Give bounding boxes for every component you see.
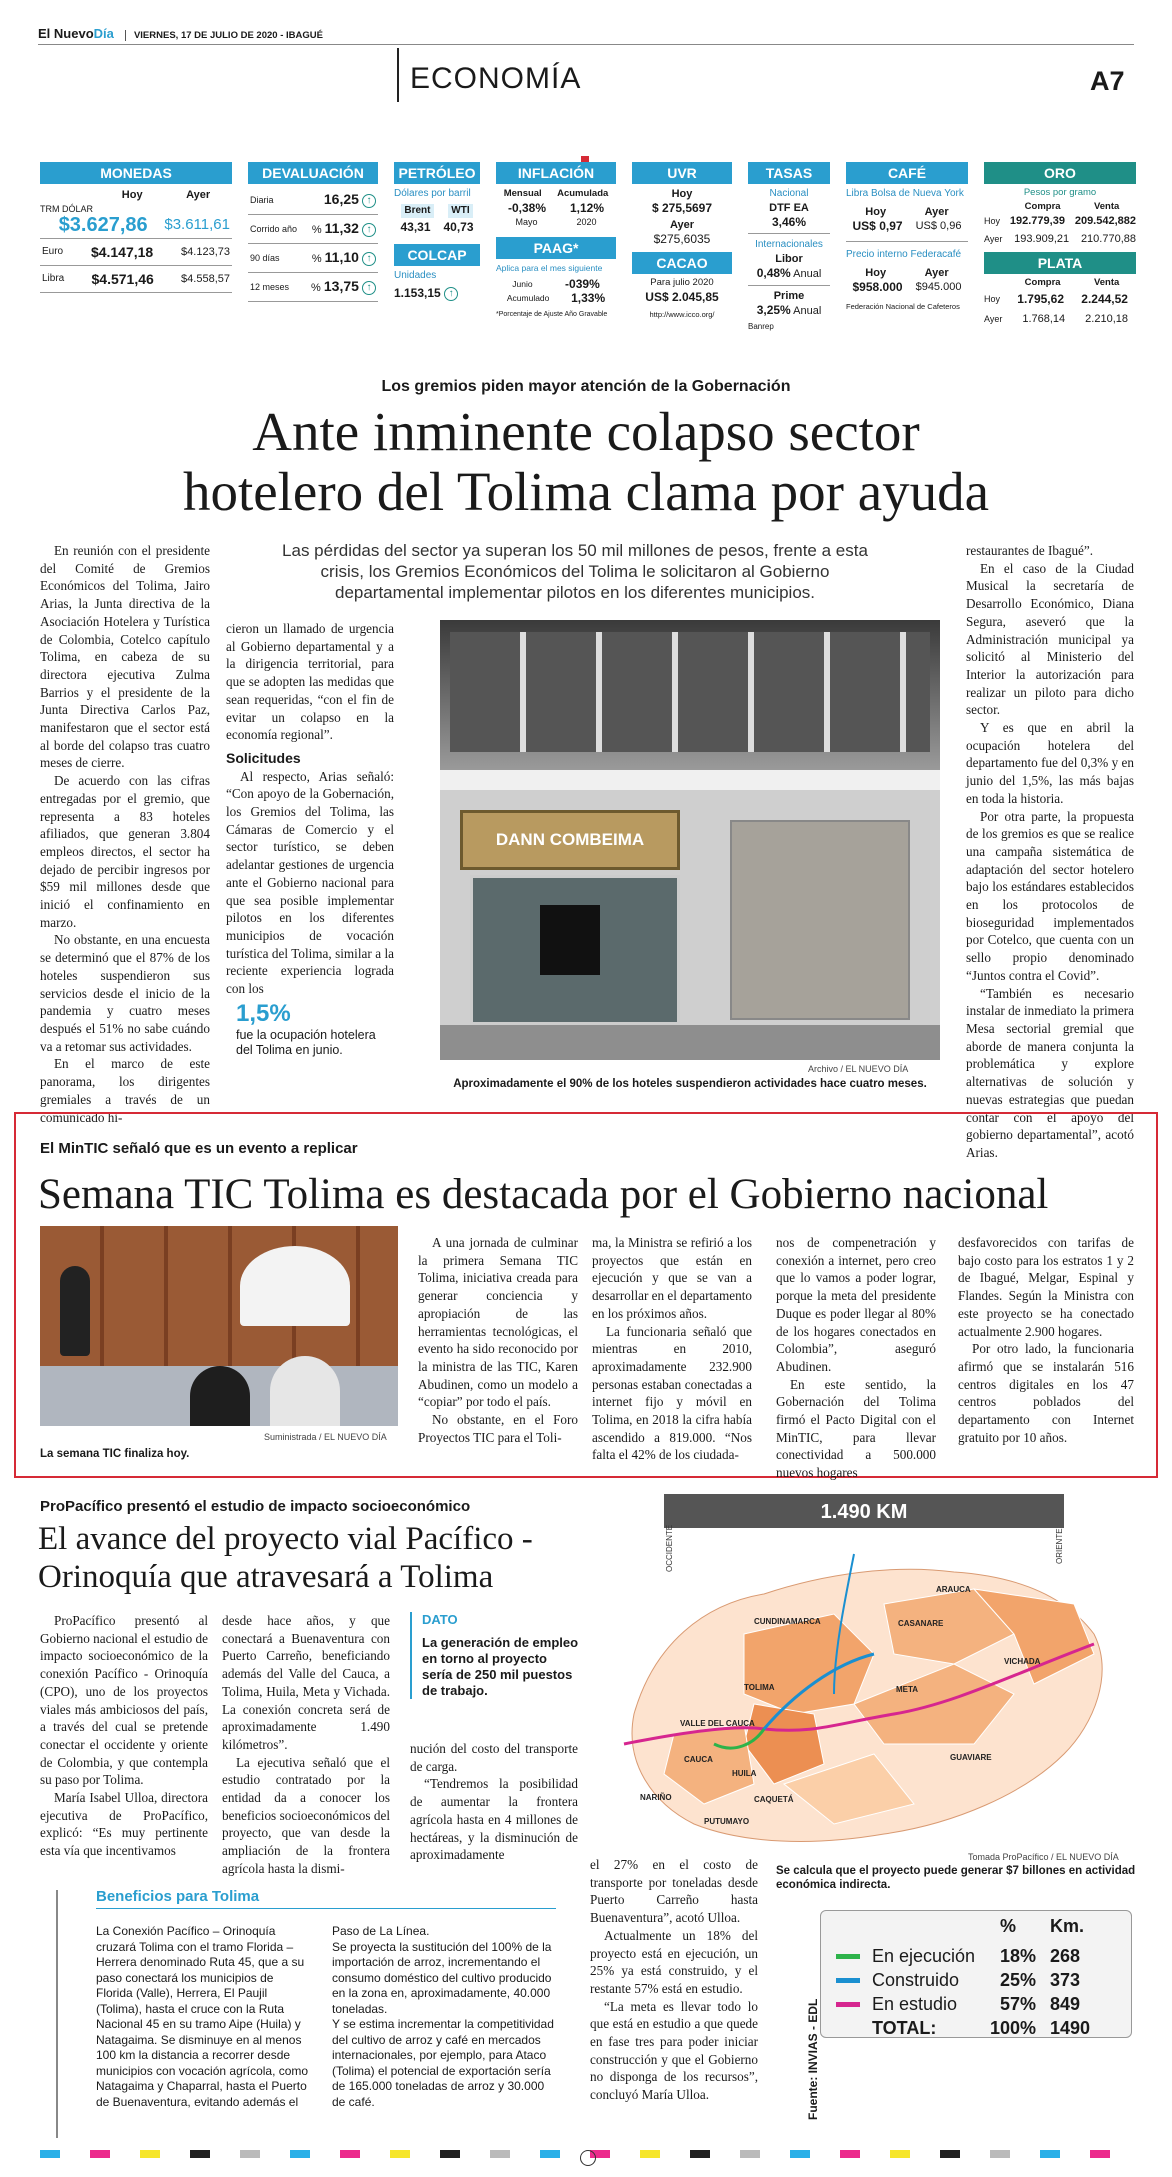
colorbar-swatch bbox=[190, 2150, 210, 2158]
a1-col1: En reunión con el presidente del Comité de Gremios Económicos del Tolima, Jairo Arias, la Junta directiva de la Asociación Hotelera y Turística de Colombia, Cotelco capítulo Tolima, en cabeza de su directora ejecutiva Zulma Barrios y el presidente de la Junta Directiva Carlos Paz, manifestaron que el sector está al borde del colapso tras cuatro meses de cierre. De acuerdo con las cifras entregadas por el gremio, que representa a 83 hoteles afiliados, que generan 3.804 empleos directos, el sector ha dejado de percibir ingresos por $59 mil millones desde que inició el confinamiento en marzo. No obstante, en una encuesta se determinó que el 87% de los hoteles suspendieron sus servicios desde el inicio de la pandemia y cuatro meses después el 51% no sabe cuándo va a retomar sus actividades. En el marco de este panorama, los dirigentes gremiales a través de un comunicado hi- bbox=[40, 543, 210, 1125]
map-label-huila: HUILA bbox=[732, 1769, 757, 1778]
a1-stat: 1,5% fue la ocupación hotelera del Tolima en junio. bbox=[236, 1000, 376, 1057]
map-label-cundinamarca: CUNDINAMARCA bbox=[754, 1617, 821, 1626]
colorbar-swatch bbox=[840, 2150, 860, 2158]
map-svg bbox=[594, 1494, 1140, 1874]
market-tasas: TASAS Nacional DTF EA 3,46% Internacionales Libor 0,48% Anual Prime 3,25% Anual Banrep bbox=[748, 162, 830, 334]
benefits-col2: Paso de La Línea. Se proyecta la sustitución del 100% de la importación de arroz, incrementando el consumo doméstico del cultivo producido en la zona en, aproximadamente, 40.000 toneladas. Y se estima incrementar la competitividad del cultivo de arroz y café en mercados internacionales, por ejemplo, para Ataco (Tolima) el potencial de exportación sería de 165.000 toneladas de arroz y 30.000 de café. bbox=[332, 1924, 554, 2109]
route-map bbox=[594, 1494, 1140, 1874]
colorbar-swatch bbox=[1040, 2150, 1060, 2158]
table-total-pct: 100% bbox=[990, 2018, 1037, 2038]
colorbar-swatch bbox=[440, 2150, 460, 2158]
mintic-photo-caption: La semana TIC finaliza hoy. bbox=[40, 1448, 190, 1460]
table-km: 268 bbox=[1050, 1946, 1081, 1966]
masthead bbox=[38, 26, 1138, 42]
legend-swatch bbox=[836, 1954, 860, 1959]
a2-headline: Semana TIC Tolima es destacada por el Gobierno nacional bbox=[38, 1171, 1049, 1218]
colorbar-swatch bbox=[640, 2150, 660, 2158]
a3-dato: DATO La generación de empleo en torno al proyecto sería de 250 mil puestos de trabajo. bbox=[410, 1612, 580, 1699]
colorbar-swatch bbox=[90, 2150, 110, 2158]
colorbar-swatch bbox=[790, 2150, 810, 2158]
hotel-sign: DANN COMBEIMA bbox=[495, 830, 645, 849]
colorbar-swatch bbox=[140, 2150, 160, 2158]
colorbar-swatch bbox=[40, 2150, 60, 2158]
market-oro: ORO Pesos por gramo Compra Venta Hoy 192.779,39 209.542,882 Ayer 193.909,21 210.770,88 PLATA Compra Venta Hoy 1.795,62 2.244,52 Ayer 1.768,14 2.210,18 bbox=[984, 162, 1136, 326]
map-label-valle: VALLE DEL CAUCA bbox=[680, 1719, 755, 1728]
hotel-photo bbox=[440, 620, 940, 1060]
a1-kicker: Los gremios piden mayor atención de la Gobernación bbox=[381, 378, 791, 395]
a1-col4: restaurantes de Ibagué”. En el caso de la Ciudad Musical la secretaría de Desarrollo Económico, Diana Segura, aseveró que la Administración municipal ya solicitó al Ministerio del Interior la autorización para realizar un piloto para dicho sector. Y es que en abril la ocupación hotelera del departamento fue del 0,3% y en junio del 1,5%, las más bajas en toda la historia. Por otra parte, la propuesta de los gremios es que se realice una campaña sistemática de adaptación del sector hotelero bajo los estándares establecidos en los protocolos de bioseguridad implementados por Cotelco, que cuenta con un sello propio denominado “Juntos contra el Covid”. “También es necesario instalar de inmediato la primera Mesa sectorial gremial que aborde de manera conjunta la problemática y explore alternativas de solución y nuevas estrategias que puedan contar con el apoyo del gobierno departamental”, acotó Arias. bbox=[966, 543, 1134, 1160]
table-head-pct: % bbox=[1000, 1916, 1017, 1936]
colorbar-swatch bbox=[340, 2150, 360, 2158]
map-label-tolima: TOLIMA bbox=[744, 1683, 775, 1692]
a1-lead: Las pérdidas del sector ya superan los 50 mil millones de pesos, frente a esta crisis, los Gremios Económicos del Tolima le solicitaron al Gobierno departamental implementar pilotos en los diferentes municipios. bbox=[282, 541, 868, 602]
table-label: Construido bbox=[872, 1970, 960, 1990]
map-label-vichada: VICHADA bbox=[1004, 1657, 1041, 1666]
legend-swatch bbox=[836, 2002, 860, 2007]
a2-col3: nos de compenetración y conexión a internet, pero creo que lo vamos a poder lograr, porque la meta del presidente Duque es poder llegar al 80% de los hogares conectados en Colombia”, aseguró Abudinen. En este sentido, la Gobernación del Tolima firmó el Pacto Digital con el MinTIC, para llevar conectividad a 500.000 nuevos hogares bbox=[776, 1235, 936, 1481]
oriente-label: ORIENTE bbox=[1055, 1528, 1064, 1564]
a3-col2: desde hace años, y que conectará a Buenaventura con Puerto Carreño, beneficiando además del Valle del Cauca, a Tolima, Huila, Meta y Vichada. La conexión concreta será de aproximadamente 1.490 kilómetros”. La ejecutiva señaló que el estudio contratado por la entidad da a conocer los beneficios socioeconómicos del proyecto, que van desde la ampliación de la frontera agrícola hasta la dismi- bbox=[222, 1613, 390, 1876]
market-uvr: UVR Hoy $ 275,5697 Ayer $275,6035 CACAO Para julio 2020 US$ 2.045,85 http://www.icco.org/ bbox=[632, 162, 732, 322]
map-label-meta: META bbox=[896, 1685, 919, 1694]
colorbar-swatch bbox=[490, 2150, 510, 2158]
mintic-photo-credit: Suministrada / EL NUEVO DÍA bbox=[264, 1432, 387, 1442]
hotel-photo-caption: Aproximadamente el 90% de los hoteles suspendieron actividades hace cuatro meses. bbox=[453, 1078, 927, 1090]
colorbar-swatch bbox=[1090, 2150, 1110, 2158]
colorbar-swatch bbox=[740, 2150, 760, 2158]
map-label-cauca: CAUCA bbox=[684, 1755, 713, 1764]
section-bar bbox=[397, 48, 399, 102]
colorbar-swatch bbox=[690, 2150, 710, 2158]
a3-headline: El avance del proyecto vial Pacífico - Orinoquía que atravesará a Tolima bbox=[38, 1521, 533, 1595]
market-devaluacion: DEVALUACIÓN Diaria 16,25 ↑ Corrido año % 11,32 ↑ 90 días % 11,10 ↑ 12 meses % 13,75 ↑ bbox=[248, 162, 378, 302]
mintic-photo bbox=[40, 1226, 398, 1426]
a3-col1: ProPacífico presentó al Gobierno nacional el estudio de impacto socioeconómico de la conexión Pacífico - Orinoquía (CPO), uno de los proyectos viales más ambiciosos del país, a través del cual se pretende conectar el occidente y oriente de Colombia, y que contempla su paso por Tolima. María Isabel Ulloa, directora ejecutiva de ProPacífico, explicó: “Es muy pertinente esta vía que incentivamos bbox=[40, 1613, 208, 1859]
benefits-title: Beneficios para Tolima bbox=[96, 1888, 556, 1909]
legend-swatch bbox=[836, 1978, 860, 1983]
colorbar-swatch bbox=[540, 2150, 560, 2158]
table-pct: 18% bbox=[1000, 1946, 1037, 1966]
a2-col2: ma, la Ministra se refirió a los proyectos que están en ejecución y que se van a desarrollar en el departamento en los próximos años. La funcionaria señaló que mientras en 2010, aproximadamente 232.900 personas estaban conectadas a internet fijo y móvil en Tolima, en 2018 la cifra había ascendido a 819.000. “Nos falta el 42% de los ciudada- bbox=[592, 1235, 753, 1463]
colorbar-swatch bbox=[890, 2150, 910, 2158]
occidente-label: OCCIDENTE bbox=[665, 1524, 674, 1572]
market-cafe: CAFÉ Libra Bolsa de Nueva York Hoy Ayer US$ 0,97 US$ 0,96 Precio interno Federacafé Hoy Ayer $958.000 $945.000 Federación Nacional de Cafeteros bbox=[846, 162, 968, 314]
market-monedas: MONEDAS Hoy Ayer TRM DÓLAR $3.627,86 $3.611,61 Euro $4.147,18 $4.123,73 Libra $4.571,46 $4.558,57 bbox=[40, 162, 232, 293]
masthead-rule bbox=[38, 44, 1134, 45]
hotel-photo-credit: Archivo / EL NUEVO DÍA bbox=[808, 1064, 909, 1074]
colorbar-swatch bbox=[240, 2150, 260, 2158]
map-label-casanare: CASANARE bbox=[898, 1619, 944, 1628]
colorbar-swatch bbox=[390, 2150, 410, 2158]
map-caption: Se calcula que el proyecto puede generar $7 billones en actividad económica indirecta. bbox=[776, 1865, 1136, 1891]
market-inflacion: INFLACIÓN Mensual Acumulada -0,38% 1,12% Mayo 2020 PAAG* Aplica para el mes siguiente Junio -039% Acumulado 1,33% *Porcentaje de Ajuste Año Gravable bbox=[496, 162, 616, 322]
table-km: 849 bbox=[1050, 1994, 1081, 2014]
map-label-guaviare: GUAVIARE bbox=[950, 1753, 992, 1762]
table-total-km: 1490 bbox=[1050, 2018, 1091, 2038]
map-label-caqueta: CAQUETÁ bbox=[754, 1795, 794, 1804]
a1-col2: cieron un llamado de urgencia al Gobierno departamental y a la dirigencia territorial, para que se adopten las medidas que sean requeridas, “con el fin de evitar un colapso en la economía regional”. Solicitudes Al respecto, Arias señaló: “Con apoyo de la Gobernación, los Gremios del Tolima, las Cámaras de Comercio y el sector turístico, se deben adelantar gestiones de urgencia ante el Gobierno nacional para que sea posible implementar pilotos en los diferentes municipios de vocación turística del Tolima, similar a la reciente experiencia lograda con los bbox=[226, 621, 394, 997]
map-label-arauca: ARAUCA bbox=[936, 1585, 971, 1594]
table-pct: 25% bbox=[1000, 1970, 1037, 1990]
benefits-col1: La Conexión Pacífico – Orinoquía cruzará Tolima con el tramo Florida – Herrera denominado Ruta 45, que a su paso conectará los municipios de Florida (Valle), Herrera, El Paujil (Tolima), hasta el cruce con la Ruta Nacional 45 en su tramo Aipe (Huila) y Natagaima. Se disminuye en al menos 100 km la distancia a recorrer desde municipios con vocación agrícola, como Natagaima y Chaparral, hasta el Puerto de Buenaventura, evitando además el bbox=[96, 1924, 309, 2109]
issue-date: VIERNES, 17 DE JULIO DE 2020 - IBAGUÉ bbox=[125, 30, 323, 41]
table-total-label: TOTAL: bbox=[872, 2018, 937, 2038]
a2-col4: desfavorecidos con tarifas de bajo costo para los estratos 1 y 2 de Ibagué, Melgar, Espinal y Flandes. Según la Ministra con este proyecto se ha conectado actualmente 2.900 hogares. Por otro lado, la funcionaria afirmó que se instalarán 516 centros digitales en los 47 centros poblados del departamento con Internet gratuito por 10 años. bbox=[958, 1235, 1134, 1445]
table-source: Fuente: INVIAS - EDL bbox=[806, 1998, 820, 2120]
a3-col5: el 27% en el costo de transporte por toneladas desde Puerto Carreño hasta Buenaventura”, acotó Ulloa. Actualmente un 18% del proyecto está en ejecución, un 25% ya está construido, y el restante 57% está en estudio. “La meta es llevar todo lo que está en estudio a que quede en fase tres para poder iniciar construcción y que el Gobierno no disponga de los recursos”, concluyó María Ulloa. bbox=[590, 1857, 758, 2103]
map-label-narino: NARIÑO bbox=[640, 1793, 672, 1802]
market-petroleo: PETRÓLEO Dólares por barril Brent WTI 43,31 40,73 COLCAP Unidades 1.153,15 ↑ bbox=[394, 162, 480, 301]
registration-mark bbox=[580, 2150, 596, 2166]
logo: El NuevoDía bbox=[38, 26, 114, 41]
colorbar-swatch bbox=[940, 2150, 960, 2158]
table-label: En estudio bbox=[872, 1994, 958, 2014]
colorbar-swatch bbox=[990, 2150, 1010, 2158]
a2-kicker: El MinTIC señaló que es un evento a replicar bbox=[40, 1140, 358, 1157]
section-title: ECONOMÍA bbox=[410, 62, 582, 95]
a3-col3: nución del costo del transporte de carga. “Tendremos la posibilidad de aumentar la frontera agrícola hasta en 4 millones de hectáreas, y la disminución de aproximadamente bbox=[410, 1741, 578, 1863]
colorbar-swatch bbox=[290, 2150, 310, 2158]
a1-headline: Ante inminente colapso sector hotelero del Tolima clama por ayuda bbox=[182, 401, 990, 522]
trm-today: $3.627,86 bbox=[58, 214, 148, 236]
page-number: A7 bbox=[1090, 66, 1125, 96]
a3-kicker: ProPacífico presentó el estudio de impacto socioeconómico bbox=[40, 1498, 471, 1515]
km-banner: 1.490 KM bbox=[820, 1501, 908, 1523]
table-pct: 57% bbox=[1000, 1994, 1037, 2014]
table-head-km: Km. bbox=[1050, 1916, 1085, 1936]
a2-col1: A una jornada de culminar la primera Semana TIC Tolima, iniciativa creada para generar conciencia y apropiación de las herramientas tecnológicas, el evento ha sido reconocido por la ministra de las TIC, Karen Abudinen, como un modelo a “copiar” por todo el país. No obstante, en el Foro Proyectos TIC para el Toli- bbox=[418, 1235, 578, 1445]
map-label-putumayo: PUTUMAYO bbox=[704, 1817, 750, 1826]
map-credit: Tomada ProPacífico / EL NUEVO DÍA bbox=[968, 1852, 1119, 1862]
table-km: 373 bbox=[1050, 1970, 1081, 1990]
table-label: En ejecución bbox=[872, 1946, 976, 1966]
